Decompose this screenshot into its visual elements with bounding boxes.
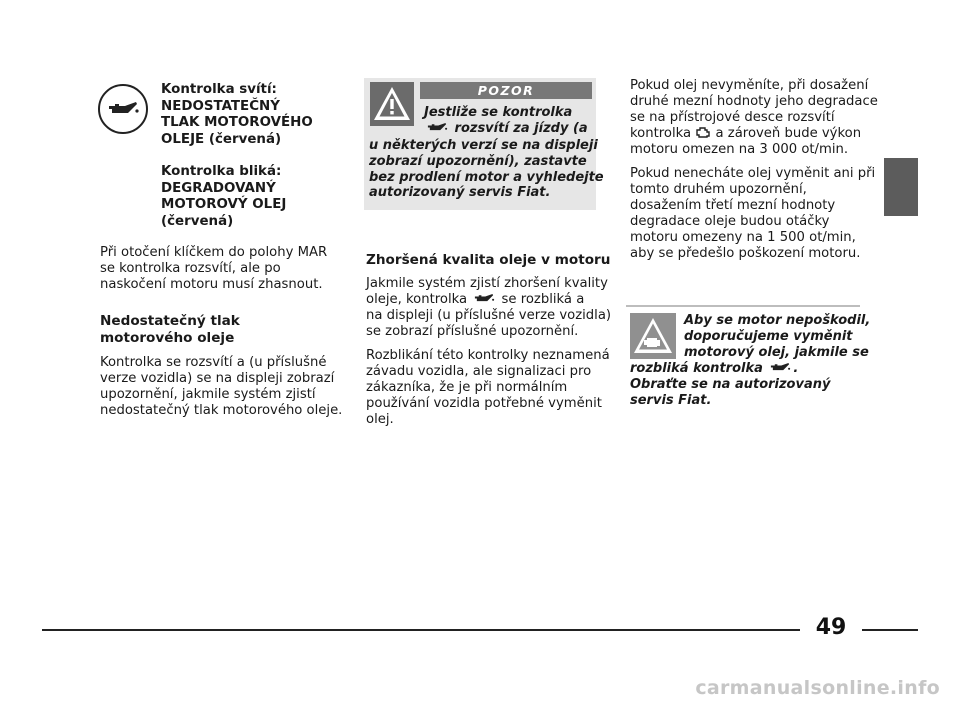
oil-pressure-lamp bbox=[98, 84, 148, 134]
degradation-line: Rozblikání této kontrolky neznamená bbox=[366, 348, 610, 363]
degradation-line: Jakmile systém zjistí zhoršení kvality bbox=[366, 276, 608, 291]
intro-paragraph bbox=[100, 245, 327, 293]
caution-line: motorový olej, jakmile se bbox=[684, 344, 869, 360]
caution-line: Aby se motor nepoškodil, bbox=[684, 313, 871, 328]
caution-line-with-icon bbox=[630, 361, 830, 377]
oil-can-icon bbox=[424, 121, 450, 134]
lamp-blink-block bbox=[161, 164, 286, 230]
right-line: motoru omezeny na 1 500 ot/min, bbox=[630, 230, 856, 245]
right-line: tomto druhém upozornění, bbox=[630, 182, 807, 197]
lamp-on-color: (červená) bbox=[208, 131, 282, 147]
intro-line: se kontrolka rozsvítí, ale po bbox=[100, 261, 281, 276]
degradation-line: používání vozidla potřebné vyměnit bbox=[366, 396, 602, 411]
degradation-line-with-icon bbox=[366, 292, 611, 308]
section-body-line: upozornění, jakmile systém zjistí bbox=[100, 387, 316, 402]
right-paragraph-2 bbox=[630, 166, 875, 262]
caution-line: servis Fiat. bbox=[630, 392, 712, 408]
oil-can-icon bbox=[106, 99, 140, 119]
right-line-with-icon bbox=[630, 126, 878, 142]
section-heading bbox=[100, 313, 240, 347]
pozor-line: u některých verzí se na displeji bbox=[369, 138, 598, 153]
right-paragraph-1 bbox=[630, 78, 878, 158]
degradation-line: na displeji (u příslušné verze vozidla) bbox=[366, 308, 612, 323]
right-line: druhé mezní hodnoty jeho degradace bbox=[630, 94, 878, 109]
right-line: aby se předešlo poškození motoru. bbox=[630, 246, 861, 261]
section-body bbox=[100, 355, 342, 419]
right-line: Pokud olej nevyměníte, při dosažení bbox=[630, 78, 869, 93]
caution-text: . bbox=[793, 361, 799, 376]
section-body-line: verze vozidla) se na displeji zobrazí bbox=[100, 371, 335, 386]
right-line: dosažením třetí mezní hodnoty bbox=[630, 198, 836, 213]
engine-caution-box bbox=[630, 313, 676, 359]
watermark: carmanualsonline.info bbox=[695, 677, 940, 699]
pozor-rest bbox=[369, 138, 604, 201]
right-line: se na přístrojové desce rozsvítí bbox=[630, 110, 835, 125]
section-body-line: nedostatečný tlak motorového oleje. bbox=[100, 403, 343, 418]
right-line: Pokud nenecháte olej vyměnit ani při bbox=[630, 166, 876, 181]
lamp-on-heading: Kontrolka svítí: bbox=[161, 82, 277, 97]
pozor-line-2 bbox=[424, 121, 588, 137]
intro-line: naskočení motoru musí zhasnout. bbox=[100, 277, 323, 292]
page-number: 49 bbox=[815, 615, 847, 640]
section-body-line: Kontrolka se rozsvítí a (u příslušné bbox=[100, 355, 327, 370]
pozor-line-1: Jestliže se kontrolka bbox=[424, 105, 573, 120]
chapter-tab bbox=[884, 158, 918, 216]
caution-beside bbox=[684, 313, 870, 360]
oil-can-icon bbox=[471, 292, 497, 305]
right-line: degradace oleje budou otáčky bbox=[630, 214, 830, 229]
caution-line: Obraťte se na autorizovaný bbox=[630, 376, 831, 392]
engine-caution-triangle-icon bbox=[630, 313, 676, 359]
degradation-paragraph-1 bbox=[366, 276, 611, 340]
right-line: motoru omezen na 3 000 ot/min. bbox=[630, 142, 849, 157]
degradation-text: oleje, kontrolka bbox=[366, 292, 468, 307]
degradation-line: olej. bbox=[366, 412, 394, 427]
lamp-blink-heading: Kontrolka bliká: bbox=[161, 164, 282, 179]
section-heading-line: motorového oleje bbox=[100, 330, 235, 346]
right-text: kontrolka bbox=[630, 126, 692, 141]
pozor-line: bez prodlení motor a vyhledejte bbox=[369, 169, 604, 185]
pozor-line: zobrazí upozornění), zastavte bbox=[369, 153, 587, 169]
lamp-blink-line: DEGRADOVANÝ bbox=[161, 180, 276, 196]
degradation-heading: Zhoršená kvalita oleje v motoru bbox=[366, 252, 611, 268]
pozor-label: POZOR bbox=[420, 82, 592, 99]
lamp-on-line-last bbox=[161, 132, 313, 149]
lamp-on-line: NEDOSTATEČNÝ bbox=[161, 98, 280, 114]
lamp-blink-line: MOTOROVÝ OLEJ bbox=[161, 197, 287, 212]
degradation-line: se zobrazí příslušné upozornění. bbox=[366, 324, 579, 339]
right-text: a zároveň bude výkon bbox=[715, 126, 862, 141]
footer-rule-right bbox=[862, 629, 918, 631]
lamp-on-block bbox=[161, 82, 313, 148]
footer-rule-left bbox=[42, 629, 800, 631]
warning-triangle-icon bbox=[370, 82, 414, 126]
degradation-text: se rozbliká a bbox=[501, 292, 585, 307]
pozor-line: autorizovaný servis Fiat. bbox=[369, 185, 551, 201]
degradation-line: závadu vozidla, ale signalizaci pro bbox=[366, 364, 592, 379]
lamp-on-line: TLAK MOTOROVÉHO bbox=[161, 115, 313, 130]
intro-line: Při otočení klíčkem do polohy MAR bbox=[100, 245, 328, 260]
section-heading-line: Nedostatečný tlak bbox=[100, 313, 240, 329]
caution-divider bbox=[626, 305, 860, 307]
lamp-blink-line: (červená) bbox=[161, 213, 234, 229]
caution-line: doporučujeme vyměnit bbox=[684, 328, 853, 344]
warning-triangle-box bbox=[370, 82, 414, 126]
caution-text: rozbliká kontrolka bbox=[630, 361, 763, 376]
oil-can-icon bbox=[767, 361, 793, 374]
degradation-line: zákazníka, že je při normálním bbox=[366, 380, 568, 395]
caution-rest bbox=[630, 361, 830, 408]
pozor-line-2-text: rozsvítí za jízdy (a bbox=[454, 121, 588, 136]
engine-icon bbox=[695, 126, 711, 139]
degradation-paragraph-2 bbox=[366, 348, 610, 428]
lamp-on-last-bold: OLEJE bbox=[161, 131, 205, 147]
